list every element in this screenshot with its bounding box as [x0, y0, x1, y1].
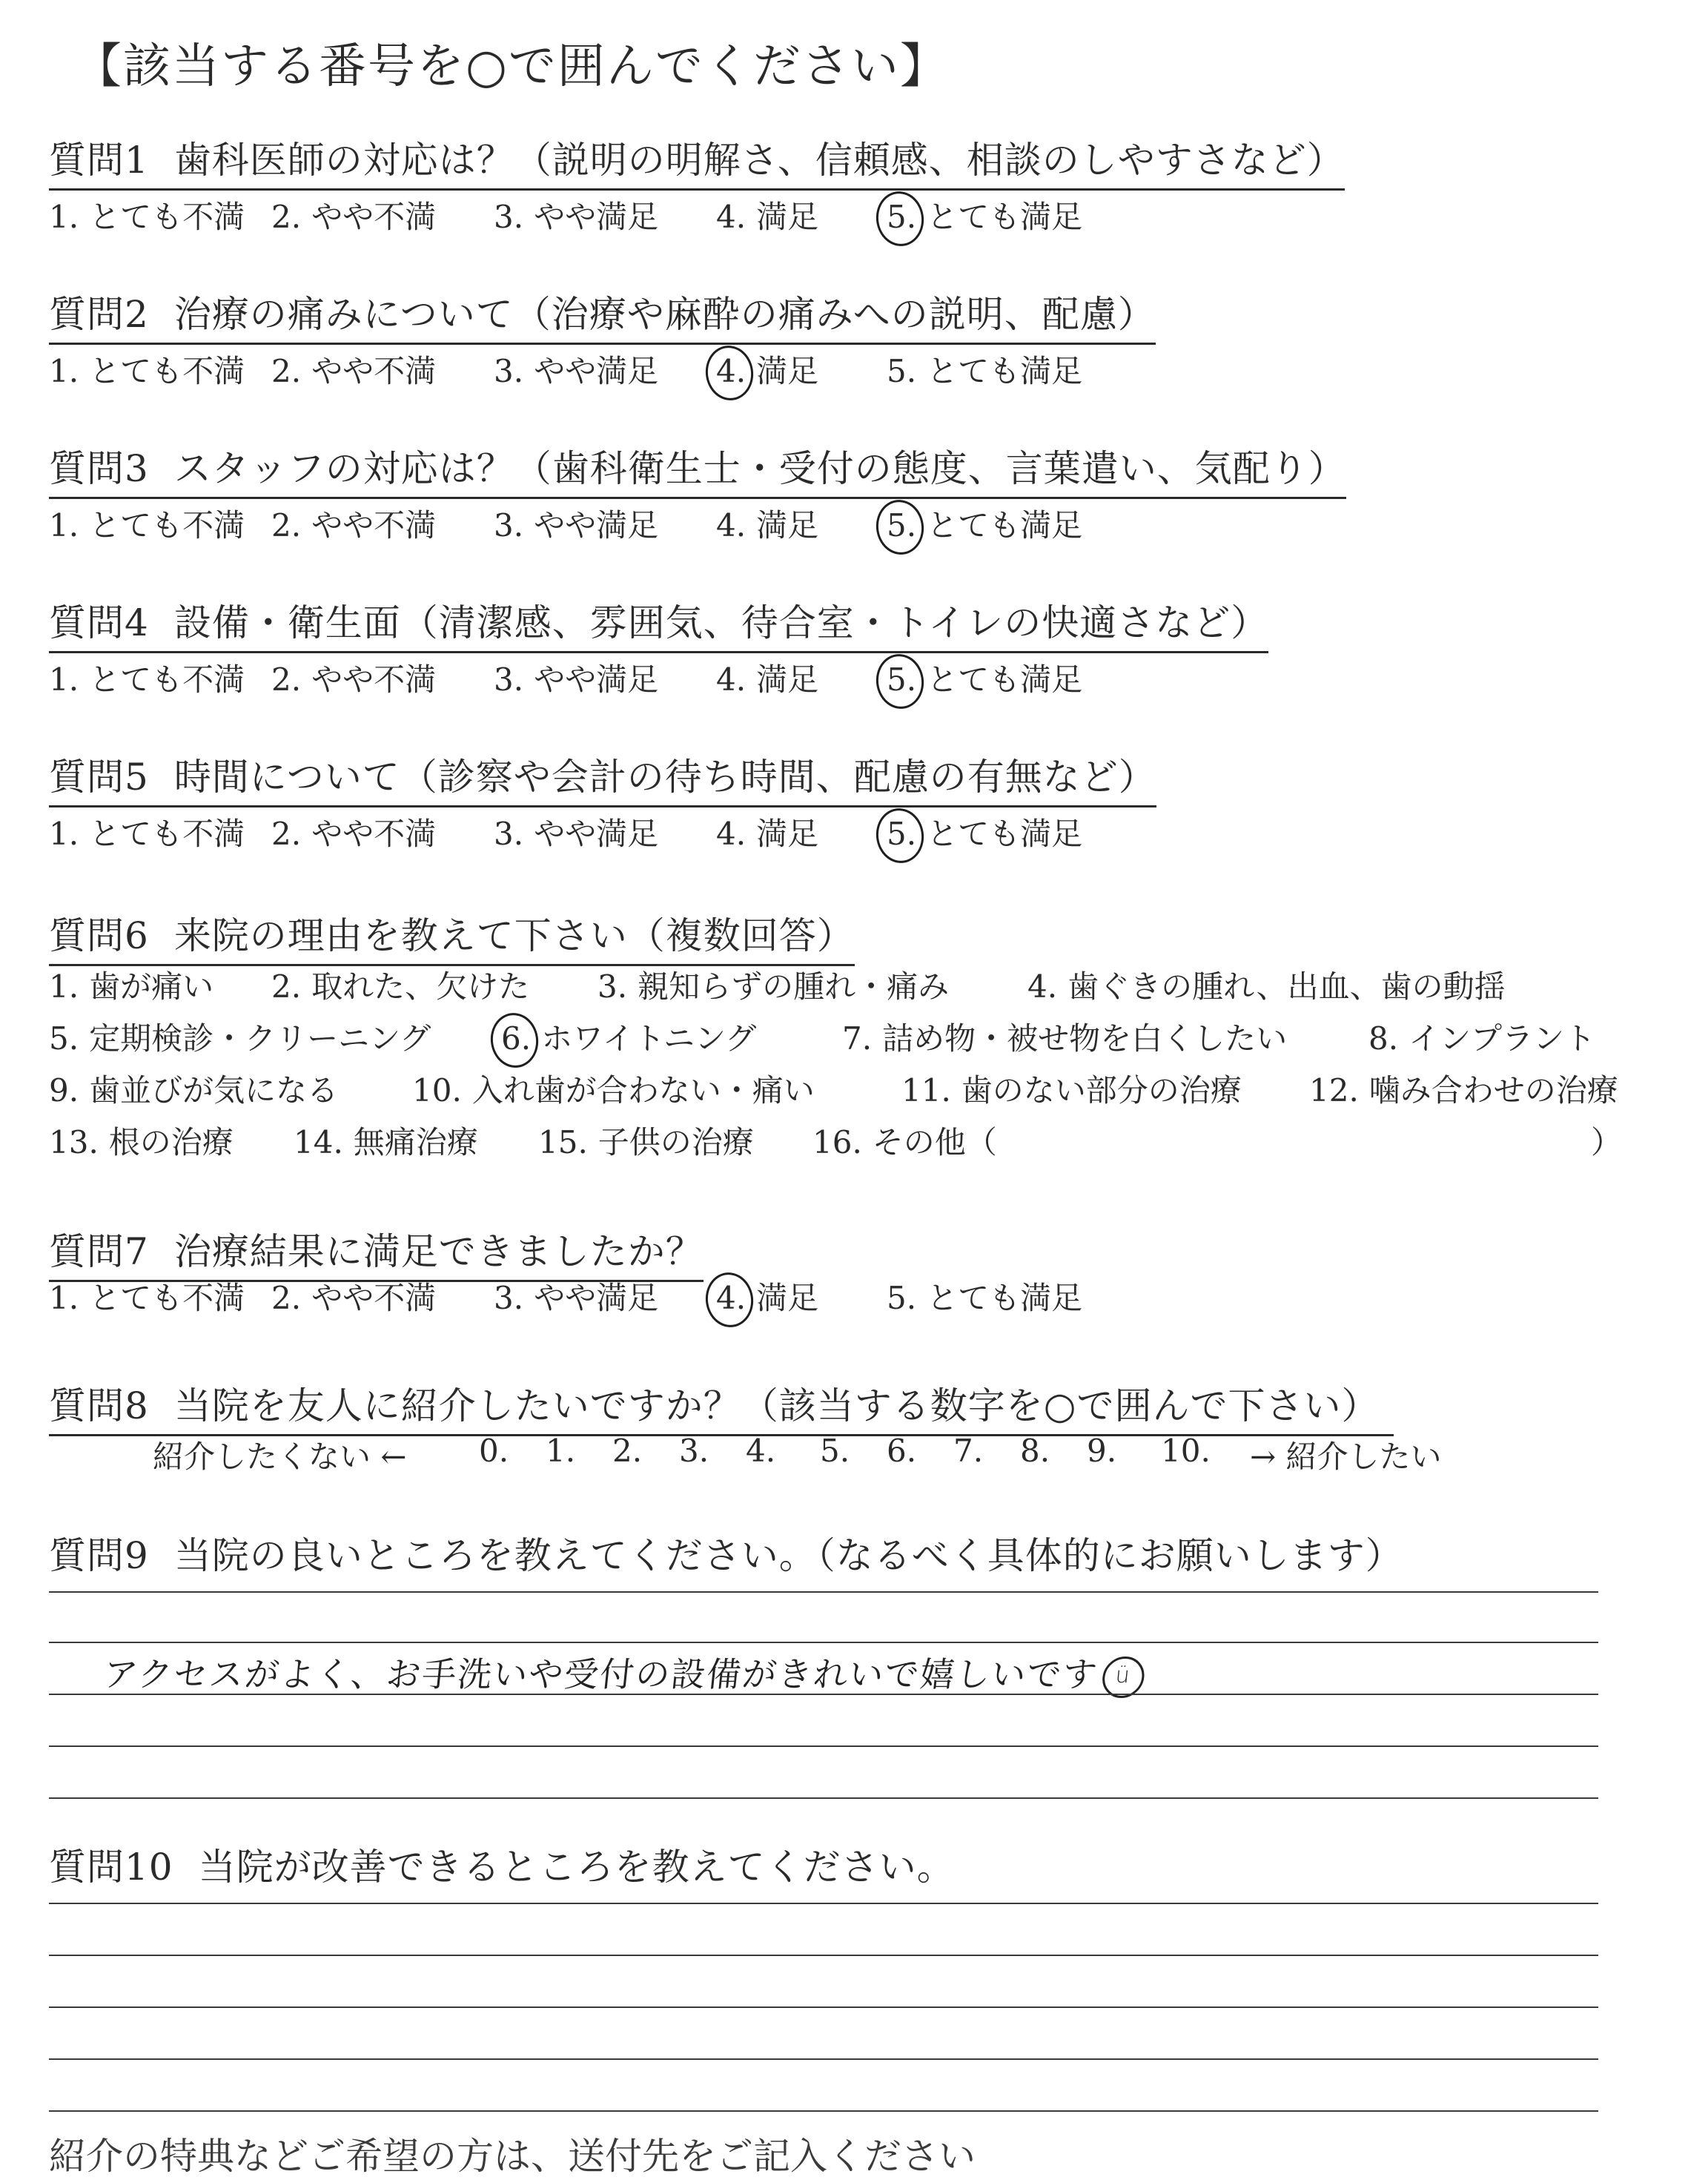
reason-number: 15. — [538, 1124, 588, 1160]
q6-reason-12[interactable] — [1309, 1066, 1618, 1111]
q10-answer-line-1 — [49, 1903, 1598, 1904]
q4-option-5[interactable] — [887, 655, 1082, 700]
reason-number: 7. — [842, 1020, 873, 1057]
q2-option-4[interactable] — [716, 347, 818, 392]
q8-title — [49, 1376, 1394, 1436]
q6-reason-16[interactable] — [812, 1118, 997, 1163]
option-number: 5. — [887, 661, 917, 698]
reason-label: 無痛治療 — [353, 1124, 478, 1160]
reason-label: 詰め物・被せ物を白くしたい — [882, 1020, 1288, 1057]
q7-option-3[interactable] — [494, 1274, 658, 1318]
reason-label: 根の治療 — [108, 1124, 234, 1160]
option-number: 2. — [271, 353, 302, 389]
option-label: やや満足 — [534, 507, 659, 544]
option-label: とても満足 — [927, 661, 1083, 698]
option-label: やや不満 — [311, 353, 437, 389]
q8-scale-2[interactable]: 2. — [612, 1433, 643, 1469]
q6-reason-6[interactable] — [501, 1014, 756, 1059]
q10-answer-line-5 — [49, 2110, 1598, 2112]
reason-number: 13. — [49, 1124, 99, 1160]
q5-option-4[interactable] — [716, 810, 818, 854]
option-number: 2. — [271, 199, 302, 235]
q3-label: 質問3 — [49, 447, 149, 490]
option-number: 4. — [716, 661, 747, 698]
reason-label: 歯ぐきの腫れ、出血、歯の動揺 — [1068, 968, 1506, 1005]
option-number: 4. — [716, 199, 747, 235]
q3-option-1[interactable] — [49, 501, 245, 546]
q8-scale-1[interactable]: 1. — [546, 1433, 576, 1469]
option-number: 5. — [887, 199, 917, 235]
option-label: とても満足 — [927, 1280, 1083, 1316]
q7-option-5[interactable] — [887, 1274, 1082, 1318]
reason-number: 2. — [271, 968, 302, 1005]
q9-handwritten-answer[interactable] — [101, 1648, 1147, 1698]
q6-reason-7[interactable] — [842, 1014, 1287, 1059]
q1-option-5[interactable] — [887, 193, 1082, 237]
option-number: 1. — [49, 661, 79, 698]
q5-option-3[interactable] — [494, 810, 658, 854]
option-label: やや満足 — [534, 1280, 659, 1316]
smiley-face-icon: ü — [1100, 1657, 1146, 1698]
q8-scale-8[interactable]: 8. — [1020, 1433, 1050, 1469]
option-label: とても不満 — [89, 1280, 245, 1316]
option-label: やや満足 — [534, 353, 659, 389]
q8-scale-6[interactable]: 6. — [887, 1433, 917, 1469]
reason-label: その他（ — [872, 1124, 997, 1160]
reason-label: 歯のない部分の治療 — [961, 1072, 1242, 1109]
option-number: 1. — [49, 1280, 79, 1316]
reason-number: 11. — [901, 1072, 951, 1109]
q6-reason-13[interactable] — [49, 1118, 234, 1163]
option-number: 2. — [271, 1280, 302, 1316]
q8-scale-9[interactable]: 9. — [1087, 1433, 1117, 1469]
q8-scale-5[interactable]: 5. — [820, 1433, 850, 1469]
q3-option-5[interactable] — [887, 501, 1082, 546]
option-label: やや不満 — [311, 199, 437, 235]
q4-title — [49, 593, 1268, 653]
q6-other-close-paren: ） — [1591, 1124, 1623, 1160]
option-number: 4. — [716, 1280, 747, 1316]
q10-answer-line-2 — [49, 1955, 1598, 1956]
q1-option-4[interactable] — [716, 193, 818, 237]
reason-number: 16. — [812, 1124, 862, 1160]
option-label: とても不満 — [89, 199, 245, 235]
q9-answer-text: アクセスがよく、お手洗いや受付の設備がきれいで嬉しいです — [101, 1654, 1101, 1694]
reason-label: 定期検診・クリーニング — [89, 1020, 431, 1057]
q2-text: 治療の痛みについて（治療や麻酔の痛みへの説明、配慮） — [173, 293, 1156, 336]
q4-option-2[interactable] — [271, 655, 436, 700]
option-label: やや不満 — [311, 1280, 437, 1316]
reason-label: ホワイトニング — [541, 1020, 757, 1057]
reason-label: 歯並びが気になる — [89, 1072, 339, 1109]
reason-number: 14. — [294, 1124, 343, 1160]
footer-instruction-cut: 紹介の特典などご希望の方は、送付先をご記入ください — [49, 2135, 976, 2178]
q7-text: 治療結果に満足できましたか？ — [173, 1230, 704, 1273]
option-label: やや満足 — [534, 661, 659, 698]
reason-label: 親知らずの腫れ・痛み — [638, 968, 950, 1005]
q1-label: 質問1 — [49, 139, 149, 182]
option-label: やや満足 — [534, 816, 659, 852]
q6-title — [49, 906, 855, 966]
option-number: 1. — [49, 816, 79, 852]
option-label: とても不満 — [89, 507, 245, 544]
q1-text: 歯科医師の対応は？（説明の明解さ、信頼感、相談のしやすさなど） — [173, 139, 1345, 182]
q10-answer-line-4 — [49, 2058, 1598, 2060]
q2-option-3[interactable] — [494, 347, 658, 392]
form-header: 【該当する番号を○で囲んでください】 — [74, 39, 949, 94]
q5-option-1[interactable] — [49, 810, 245, 854]
q9-answer-line-5 — [49, 1797, 1598, 1799]
q5-title — [49, 747, 1156, 807]
option-number: 3. — [494, 507, 524, 544]
q6-reason-15[interactable] — [538, 1118, 754, 1163]
q8-label: 質問8 — [49, 1384, 149, 1427]
reason-label: 取れた、欠けた — [311, 968, 530, 1005]
option-number: 3. — [494, 816, 524, 852]
q10-text: 当院が改善できるところを教えてください。 — [198, 1846, 955, 1889]
option-number: 1. — [49, 507, 79, 544]
q1-option-2[interactable] — [271, 193, 436, 237]
option-number: 4. — [716, 816, 747, 852]
q5-option-5[interactable] — [887, 810, 1082, 854]
q5-label: 質問5 — [49, 756, 149, 799]
option-label: 満足 — [756, 507, 819, 544]
q6-reason-1[interactable] — [49, 962, 214, 1007]
q7-option-4[interactable] — [716, 1274, 818, 1318]
q7-title — [49, 1222, 704, 1282]
option-label: やや不満 — [311, 661, 437, 698]
option-number: 5. — [887, 353, 917, 389]
option-label: やや満足 — [534, 199, 659, 235]
q6-reason-5[interactable] — [49, 1014, 431, 1059]
reason-number: 8. — [1368, 1020, 1399, 1057]
q2-option-1[interactable] — [49, 347, 245, 392]
q5-text: 時間について（診察や会計の待ち時間、配慮の有無など） — [173, 756, 1156, 799]
option-label: やや不満 — [311, 507, 437, 544]
q4-options — [0, 655, 1708, 700]
q6-reason-9[interactable] — [49, 1066, 338, 1111]
q5-option-2[interactable] — [271, 810, 436, 854]
q8-left-label: 紹介したくない ← — [153, 1439, 407, 1475]
q6-reason-10[interactable] — [412, 1066, 815, 1111]
q3-option-2[interactable] — [271, 501, 436, 546]
option-label: 満足 — [756, 199, 819, 235]
option-label: 満足 — [756, 1280, 819, 1316]
q8-scale-4[interactable]: 4. — [746, 1433, 776, 1469]
q2-option-5[interactable] — [887, 347, 1082, 392]
q6-reason-14[interactable] — [294, 1118, 478, 1163]
q1-options — [0, 193, 1708, 237]
option-number: 5. — [887, 816, 917, 852]
option-label: とても満足 — [927, 353, 1083, 389]
reason-label: 子供の治療 — [598, 1124, 754, 1160]
reason-label: インプラント — [1409, 1020, 1596, 1057]
q10-title — [49, 1837, 955, 1895]
option-number: 3. — [494, 353, 524, 389]
q1-title — [49, 131, 1345, 191]
option-number: 5. — [887, 507, 917, 544]
option-number: 3. — [494, 199, 524, 235]
q10-answer-line-3 — [49, 2006, 1598, 2008]
q9-label: 質問9 — [49, 1534, 149, 1577]
q8-right-label: → 紹介したい — [1250, 1439, 1442, 1475]
option-label: とても不満 — [89, 353, 245, 389]
option-label: とても満足 — [927, 199, 1083, 235]
option-label: 満足 — [756, 816, 819, 852]
option-number: 2. — [271, 816, 302, 852]
q8-scale-0[interactable]: 0. — [479, 1433, 509, 1469]
option-number: 4. — [716, 353, 747, 389]
option-number: 1. — [49, 353, 79, 389]
q6-reason-8[interactable] — [1368, 1014, 1595, 1059]
option-number: 1. — [49, 199, 79, 235]
q3-option-4[interactable] — [716, 501, 818, 546]
q9-answer-line-1 — [49, 1591, 1598, 1593]
q2-label: 質問2 — [49, 293, 149, 336]
reason-label: 噛み合わせの治療 — [1368, 1072, 1618, 1109]
reason-number: 4. — [1027, 968, 1058, 1005]
reason-number: 10. — [412, 1072, 462, 1109]
q9-answer-line-4 — [49, 1745, 1598, 1747]
q9-answer-line-3 — [49, 1694, 1598, 1695]
q5-options — [0, 810, 1708, 854]
option-label: とても不満 — [89, 661, 245, 698]
q3-options — [0, 501, 1708, 546]
q6-label: 質問6 — [49, 914, 149, 957]
reason-number: 5. — [49, 1020, 79, 1057]
q3-title — [49, 439, 1346, 499]
reason-number: 9. — [49, 1072, 79, 1109]
q2-options — [0, 347, 1708, 392]
q8-scale-7[interactable]: 7. — [953, 1433, 984, 1469]
option-label: とても満足 — [927, 816, 1083, 852]
q2-title — [49, 285, 1156, 345]
option-number: 4. — [716, 507, 747, 544]
option-number: 2. — [271, 507, 302, 544]
option-label: 満足 — [756, 353, 819, 389]
option-label: とても不満 — [89, 816, 245, 852]
q1-option-1[interactable] — [49, 193, 245, 237]
q6-reason-4[interactable] — [1027, 962, 1506, 1007]
q6-reason-2[interactable] — [271, 962, 529, 1007]
q7-options — [0, 1274, 1708, 1318]
q4-text: 設備・衛生面（清潔感、雰囲気、待合室・トイレの快適さなど） — [173, 601, 1269, 644]
q6-text: 来院の理由を教えて下さい（複数回答） — [173, 914, 855, 957]
q4-option-4[interactable] — [716, 655, 818, 700]
reason-number: 12. — [1309, 1072, 1359, 1109]
q4-option-1[interactable] — [49, 655, 245, 700]
q10-label: 質問10 — [49, 1846, 173, 1889]
q2-option-2[interactable] — [271, 347, 436, 392]
q7-option-1[interactable] — [49, 1274, 245, 1318]
q8-scale-10[interactable]: 10. — [1161, 1433, 1211, 1469]
option-number: 5. — [887, 1280, 917, 1316]
q8-scale — [0, 1433, 1708, 1477]
reason-number: 6. — [501, 1020, 532, 1057]
q7-label: 質問7 — [49, 1230, 149, 1273]
q4-option-3[interactable] — [494, 655, 658, 700]
q6-reason-11[interactable] — [901, 1066, 1242, 1111]
option-label: 満足 — [756, 661, 819, 698]
q3-option-3[interactable] — [494, 501, 658, 546]
q4-label: 質問4 — [49, 601, 149, 644]
reason-number: 1. — [49, 968, 79, 1005]
q7-option-2[interactable] — [271, 1274, 436, 1318]
option-label: とても満足 — [927, 507, 1083, 544]
option-number: 3. — [494, 1280, 524, 1316]
option-label: やや不満 — [311, 816, 437, 852]
option-number: 2. — [271, 661, 302, 698]
q8-text: 当院を友人に紹介したいですか？（該当する数字を○で囲んで下さい） — [173, 1384, 1380, 1427]
option-number: 3. — [494, 661, 524, 698]
q1-option-3[interactable] — [494, 193, 658, 237]
reason-label: 歯が痛い — [89, 968, 214, 1005]
reason-label: 入れ歯が合わない・痛い — [471, 1072, 815, 1109]
q9-title — [49, 1526, 1403, 1584]
q3-text: スタッフの対応は？（歯科衛生士・受付の態度、言葉遣い、気配り） — [173, 447, 1346, 490]
reason-number: 3. — [598, 968, 628, 1005]
q6-reason-3[interactable] — [598, 962, 949, 1007]
q9-answer-line-2 — [49, 1642, 1598, 1643]
q9-text: 当院の良いところを教えてください。（なるべく具体的にお願いします） — [173, 1534, 1403, 1577]
q8-scale-3[interactable]: 3. — [679, 1433, 709, 1469]
